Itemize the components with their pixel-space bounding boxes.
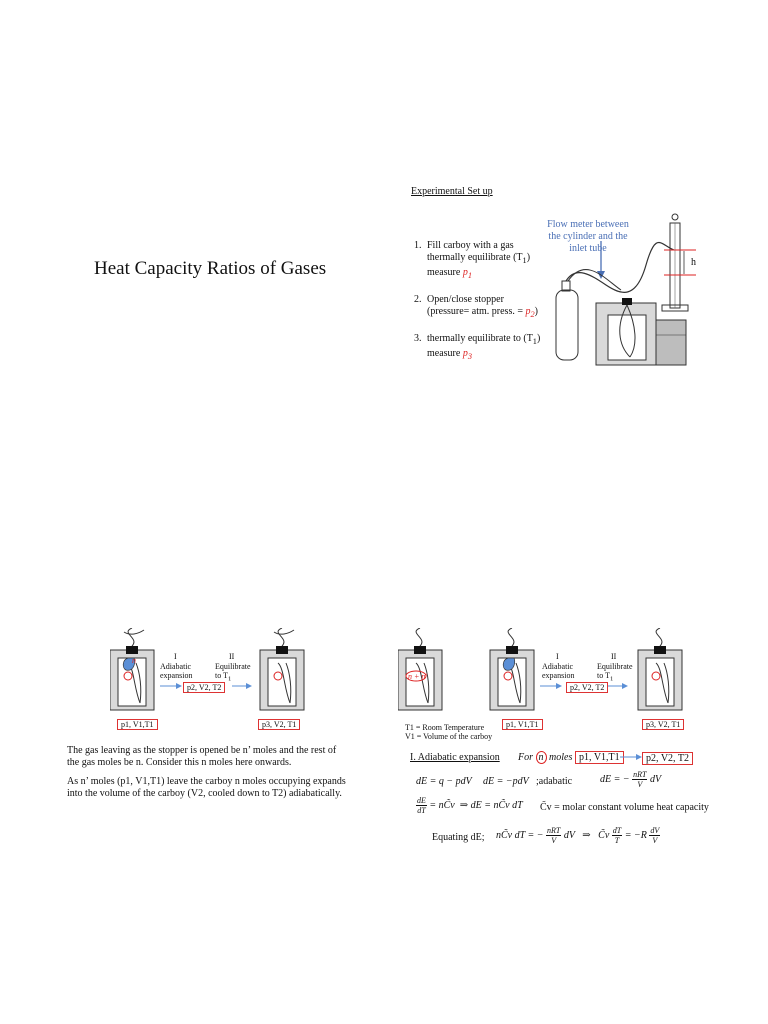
state2-box: p2, V2, T2 <box>642 752 693 765</box>
state-box-final: p3, V2, T1 <box>258 719 300 730</box>
state1-box: p1, V1,T1 <box>575 751 624 764</box>
eq-first-law: dE = q − pdV <box>416 776 472 787</box>
height-label: h <box>691 257 696 268</box>
procedure-steps <box>414 240 564 375</box>
eq-de-rhs: dE = − $\frac{\text{nRT}}{V}$ dV <box>600 770 662 789</box>
carboy-nn-label: n + n' <box>408 672 428 681</box>
step1-label: Adiabatic expansion <box>160 662 193 680</box>
setup-heading: Experimental Set up <box>411 186 493 197</box>
eq-adiabatic: dE = −pdV <box>483 776 529 787</box>
step1-label-r: Adiabatic expansion <box>542 662 575 680</box>
state-box-mid: p2, V2, T2 <box>183 682 225 693</box>
state-box-initial-r: p1, V1,T1 <box>502 719 543 730</box>
step-1: 1. Fill carboy with a gas thermally equilibrate $(T_1)$ measure $p_1$ <box>414 240 531 280</box>
process-diagram-left <box>110 628 310 713</box>
state-box-final-r: p3, V2, T1 <box>642 719 684 730</box>
eq-adiabatic-note: ;adabatic <box>536 776 573 787</box>
eq-equating: nC̃v dT = − $\frac{\text{nRT}}{V}$ dV ⇒ C̃v $\frac{dT}{T}$ = −R $\frac{dV}{V}$ <box>496 826 660 845</box>
flow-meter-label: Flow meter between the cylinder and the inlet tube <box>547 219 629 254</box>
state-box-initial: p1, V1,T1 <box>117 719 158 730</box>
step2-label: Equilibrate to $T_1$ <box>215 662 251 683</box>
carboy-volume-note: V1 = Volume of the carboy <box>405 732 493 741</box>
step1-roman: I <box>174 652 177 661</box>
apparatus-drawing <box>546 205 696 370</box>
state-arrow <box>620 752 644 762</box>
state-box-mid-r: p2, V2, T2 <box>566 682 608 693</box>
step1-roman-r: I <box>556 652 559 661</box>
step2-roman: II <box>229 652 235 661</box>
eq-dedt: $\frac{dE}{dT}$ = nC̃v ⇒ dE = nC̃v dT <box>417 796 523 815</box>
adiabatic-heading: I. Adiabatic expansion <box>410 752 500 763</box>
eq-cv-definition: C̃v = molar constant volume heat capacity <box>540 802 709 813</box>
step-3: 3. thermally equilibrate to $(T_1)$ measure $p_3$ <box>414 333 541 361</box>
step2-label-r: Equilibrate to $T_1$ <box>597 662 633 683</box>
paragraph-gas-leaving: The gas leaving as the stopper is opened be n’ moles and the rest of the gas moles be n. Consider this n moles here onwards. <box>67 745 337 768</box>
paragraph-expansion: As n’ moles (p1, V1,T1) leave the carboy n moles occupying expands into the volume of the carboy (V2, cooled down to T2) adiabatically. <box>67 776 346 799</box>
room-temperature-note: T1 = Room Temperature <box>405 723 485 732</box>
carboy-n-label: n <box>132 656 136 665</box>
equating-label: Equating dE; <box>432 832 485 843</box>
slide-title: Heat Capacity Ratios of Gases <box>94 258 327 279</box>
for-n-moles: For n moles <box>518 752 573 763</box>
step-2: 2. Open/close stopper (pressure= atm. press. = $p_2$) <box>414 294 538 319</box>
step2-roman-r: II <box>611 652 617 661</box>
